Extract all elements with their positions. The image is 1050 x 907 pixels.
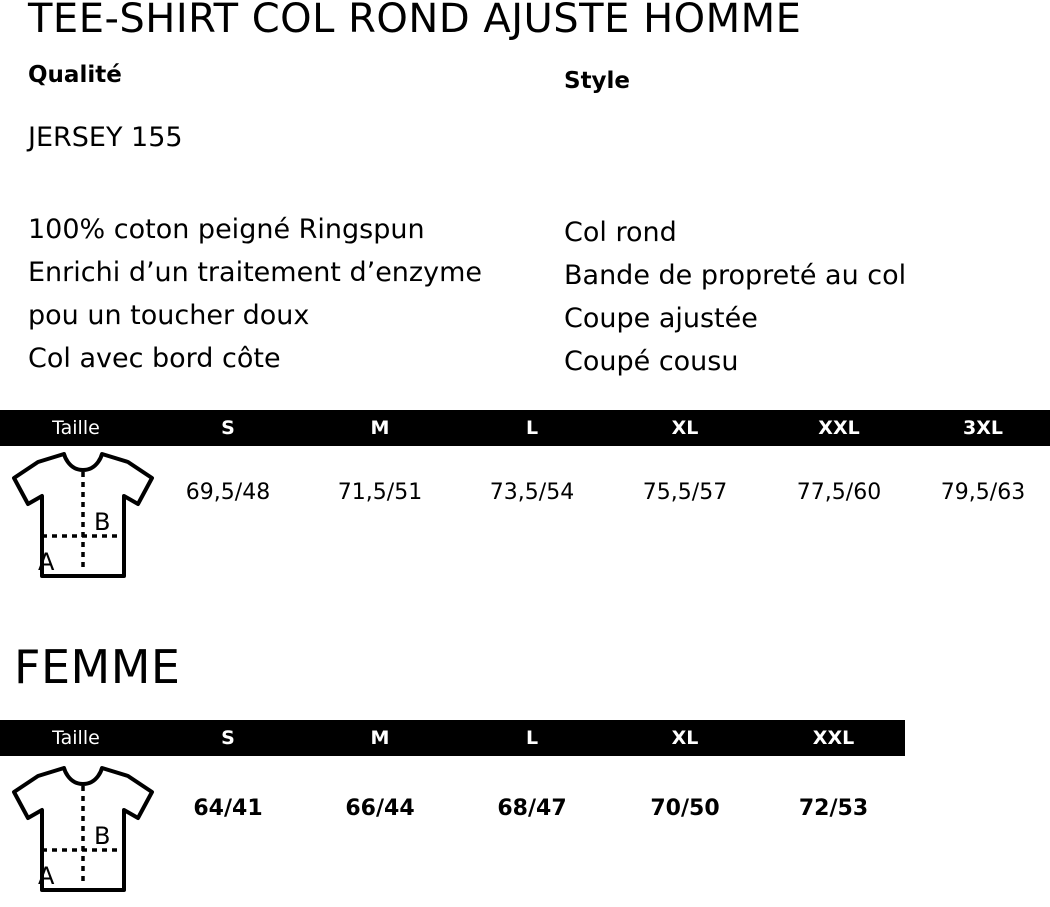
men-size-header-xxl: XXL (818, 417, 860, 439)
men-size-header-m: M (370, 417, 390, 439)
women-table-header (0, 720, 905, 756)
women-size-header-s: S (221, 727, 235, 749)
style-line: Coupé cousu (564, 346, 739, 377)
women-size-header-xxl: XXL (812, 727, 855, 749)
men-measure-xl: 75,5/57 (642, 480, 728, 505)
men-table-header (0, 410, 1050, 446)
quality-heading: Qualité (28, 62, 122, 88)
women-table-label: Taille (52, 727, 100, 749)
women-measure-xxl: 72/53 (798, 796, 869, 821)
men-measure-m: 71,5/51 (337, 480, 423, 505)
style-line: Coupe ajustée (564, 303, 758, 334)
women-size-header-m: M (370, 727, 390, 749)
femme-title: FEMME (14, 640, 181, 694)
svg-text:A: A (38, 548, 55, 576)
svg-text:A: A (38, 862, 55, 890)
svg-text:B: B (94, 822, 111, 850)
women-measure-m: 66/44 (345, 796, 415, 821)
men-table-label: Taille (52, 417, 100, 439)
men-measure-xxl: 77,5/60 (796, 480, 882, 505)
tshirt-measure-icon (8, 448, 158, 593)
men-size-header-s: S (221, 417, 235, 439)
quality-value: JERSEY 155 (28, 122, 183, 153)
men-size-header-l: L (525, 417, 539, 439)
style-line: Col rond (564, 217, 677, 248)
men-size-header-3xl: 3XL (963, 417, 1003, 439)
men-measure-s: 69,5/48 (185, 480, 271, 505)
style-description (564, 211, 906, 383)
page-title: TEE-SHIRT COL ROND AJUSTE HOMME (28, 0, 802, 42)
women-measure-s: 64/41 (193, 796, 263, 821)
men-measure-3xl: 79,5/63 (940, 480, 1026, 505)
men-measurements-row (152, 480, 1050, 505)
quality-line: Col avec bord côte (28, 343, 281, 374)
women-size-header-l: L (525, 727, 539, 749)
quality-line: Enrichi d’un traitement d’enzyme (28, 257, 482, 288)
men-measure-l: 73,5/54 (489, 480, 575, 505)
quality-line: 100% coton peigné Ringspun (28, 214, 425, 245)
tshirt-measure-icon (8, 762, 158, 907)
women-size-header-xl: XL (671, 727, 699, 749)
svg-text:B: B (94, 508, 111, 536)
men-size-header-xl: XL (671, 417, 699, 439)
women-measure-xl: 70/50 (650, 796, 720, 821)
women-measure-l: 68/47 (497, 796, 567, 821)
style-heading: Style (564, 68, 631, 94)
style-line: Bande de propreté au col (564, 260, 907, 291)
quality-description (28, 208, 482, 380)
women-measurements-row (152, 796, 905, 821)
quality-line: pou un toucher doux (28, 300, 310, 331)
